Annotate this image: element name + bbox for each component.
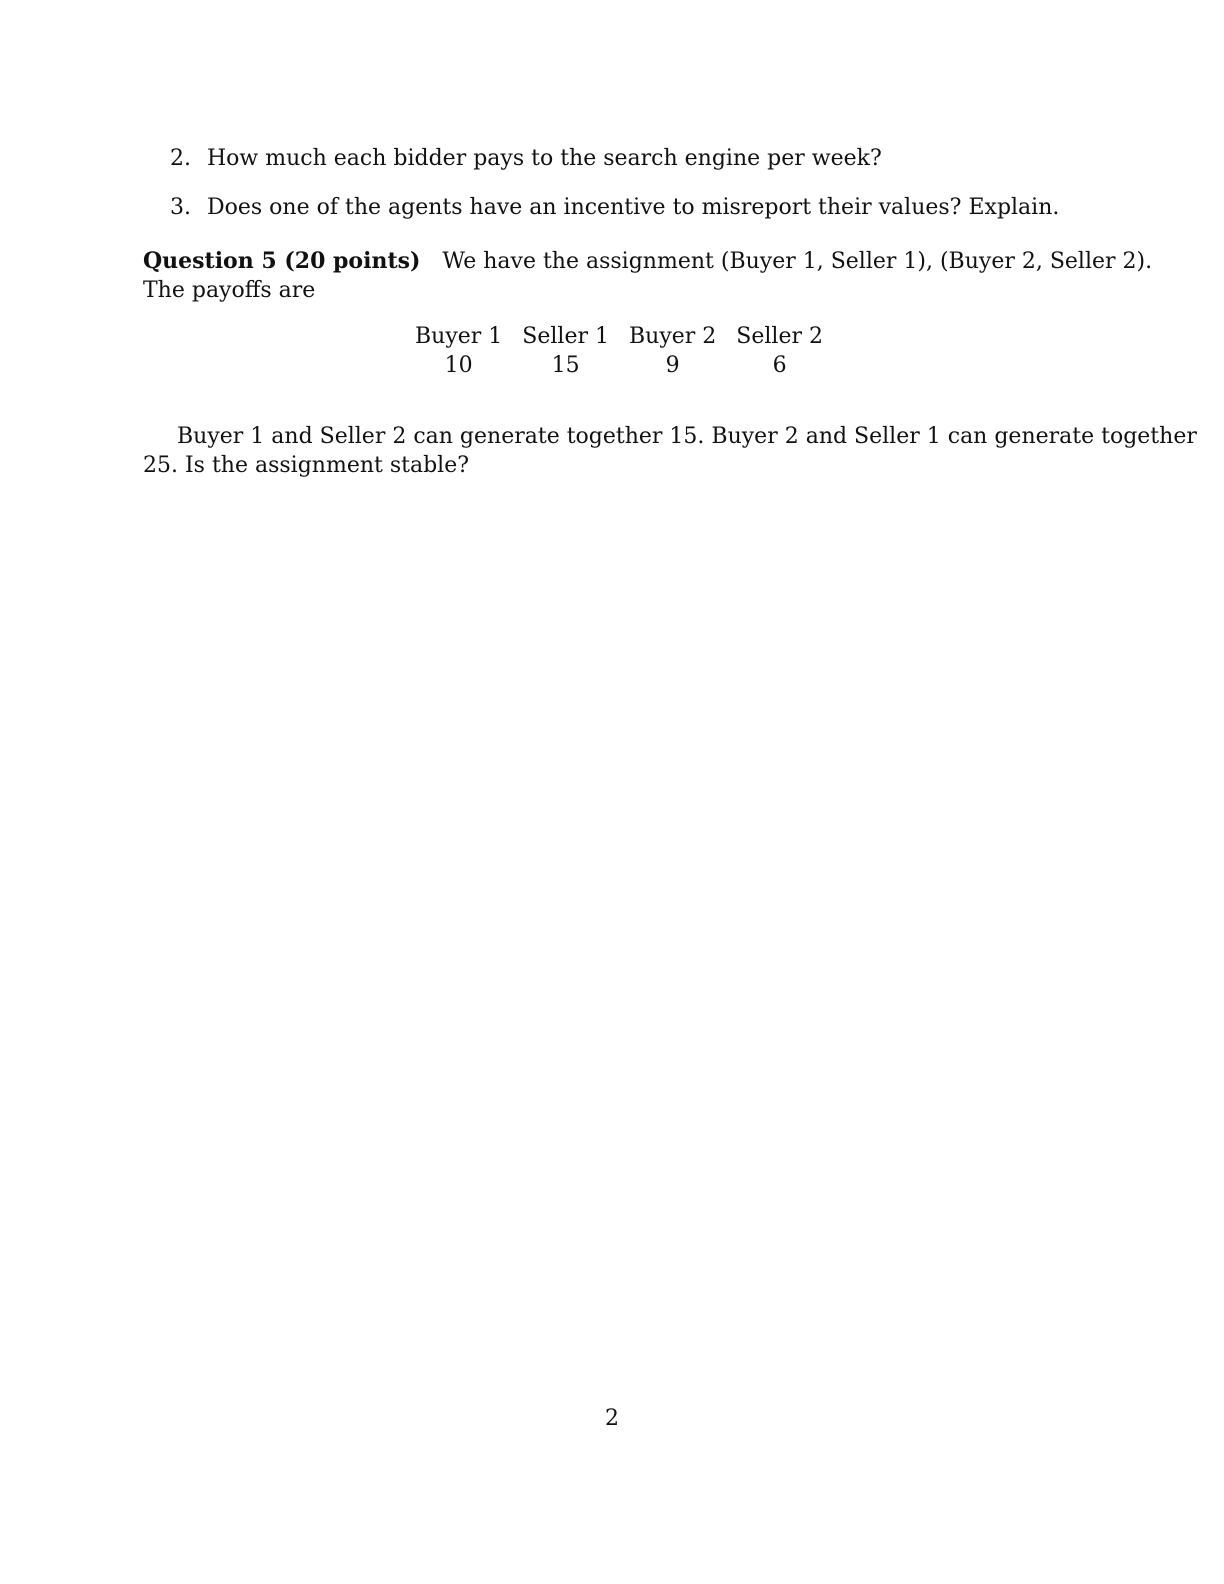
payoff-table-values-row — [405, 351, 833, 380]
list-item — [170, 144, 882, 173]
paragraph-line-2: 25. Is the assignment stable? — [143, 453, 470, 478]
payoff-header-seller-1: Seller 1 — [522, 324, 609, 349]
payoff-value-buyer-2: 9 — [665, 353, 680, 378]
payoff-value-buyer-1: 10 — [444, 353, 473, 378]
payoff-value-seller-2: 6 — [772, 353, 787, 378]
list-item — [170, 193, 1059, 222]
page-number: 2 — [605, 1406, 619, 1431]
payoff-header-buyer-1: Buyer 1 — [415, 324, 503, 349]
question-5-heading: Question 5 (20 points) — [143, 248, 421, 274]
question-5-line-1 — [143, 247, 1152, 276]
payoff-table-header-row — [405, 322, 833, 351]
payoff-header-buyer-2: Buyer 2 — [629, 324, 717, 349]
question-5-text: We have the assignment (Buyer 1, Seller 1), (Buyer 2, Seller 2). — [442, 249, 1153, 274]
list-item-text: Does one of the agents have an incentive to misreport their values? Explain. — [207, 195, 1060, 220]
payoff-table — [405, 322, 833, 380]
question-5-line-2: The payoffs are — [143, 278, 316, 303]
paragraph-line-1: Buyer 1 and Seller 2 can generate together 15. Buyer 2 and Seller 1 can generate together — [177, 424, 1197, 449]
payoff-value-seller-1: 15 — [551, 353, 580, 378]
list-item-number: 3. — [170, 195, 191, 220]
list-item-text: How much each bidder pays to the search engine per week? — [207, 146, 882, 171]
payoff-header-seller-2: Seller 2 — [736, 324, 823, 349]
list-item-number: 2. — [170, 146, 191, 171]
